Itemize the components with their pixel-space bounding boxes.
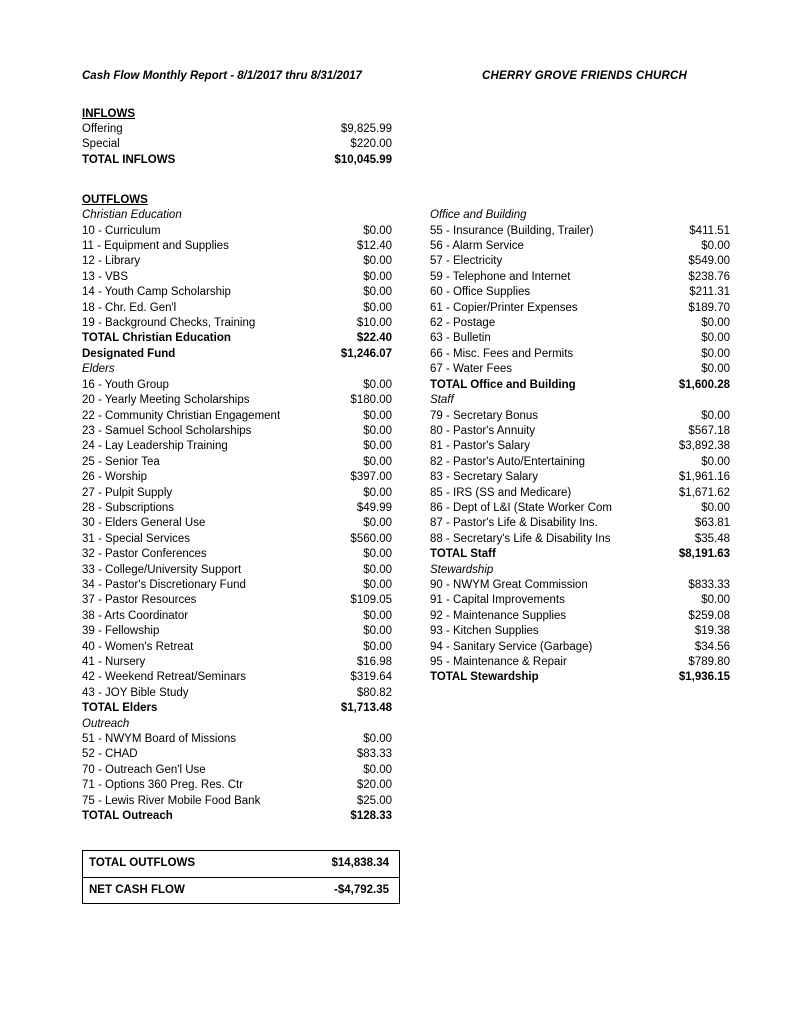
table-row [430, 655, 730, 670]
row-amount: $0.00 [363, 733, 392, 746]
row-amount: $19.38 [694, 625, 730, 638]
table-row [430, 347, 730, 362]
row-label: 28 - Subscriptions [82, 501, 175, 514]
row-label: 86 - Dept of L&I (State Worker Com [430, 501, 612, 514]
table-row-total [82, 701, 392, 716]
table-row [430, 470, 730, 485]
row-amount: $16.98 [356, 656, 392, 668]
row-amount: $0.00 [363, 440, 392, 453]
row-amount: $0.00 [363, 409, 392, 422]
row-amount: $1,713.48 [340, 702, 392, 715]
row-amount: $319.64 [350, 671, 392, 684]
row-amount: $83.33 [356, 748, 392, 761]
table-row [82, 655, 392, 670]
row-label: 34 - Pastor's Discretionary Fund [82, 578, 246, 591]
table-row [430, 455, 730, 470]
row-amount: $0.00 [363, 255, 392, 268]
table-row [82, 486, 392, 501]
row-amount: $411.51 [689, 224, 730, 237]
row-amount: $109.05 [350, 594, 392, 607]
row-amount: $0.00 [363, 609, 392, 622]
table-row [430, 532, 730, 547]
row-amount: $0.00 [701, 363, 730, 376]
table-row [82, 393, 392, 408]
table-row [430, 316, 730, 331]
row-label: TOTAL Elders [82, 702, 158, 715]
row-label: TOTAL Staff [430, 548, 496, 561]
summary-box [82, 850, 400, 904]
row-amount: $0.00 [363, 424, 392, 437]
row-amount: $789.80 [688, 656, 730, 668]
row-label: 57 - Electricity [430, 255, 503, 268]
table-row [430, 640, 730, 655]
table-row [82, 670, 392, 685]
table-row [82, 686, 392, 701]
row-amount: $0.00 [363, 286, 392, 299]
outreach-subhead: Outreach [82, 717, 130, 730]
outflows-left-column [82, 208, 392, 824]
staff-subhead: Staff [430, 394, 454, 407]
row-label: 42 - Weekend Retreat/Seminars [82, 671, 247, 684]
table-row [430, 270, 730, 285]
row-amount: $0.00 [701, 332, 730, 345]
row-amount: $1,936.15 [678, 671, 730, 684]
row-amount: $211.31 [689, 286, 730, 299]
row-label: 88 - Secretary's Life & Disability Ins [430, 532, 611, 545]
row-label: 33 - College/University Support [82, 563, 242, 576]
row-amount: $0.00 [701, 240, 730, 253]
row-amount: $0.00 [363, 517, 392, 530]
table-row [430, 578, 730, 593]
row-amount: $0.00 [363, 224, 392, 237]
row-amount: $0.00 [701, 501, 730, 514]
row-amount: $3,892.38 [678, 440, 730, 453]
table-row [82, 563, 392, 578]
table-row [82, 224, 392, 239]
row-amount: $220.00 [350, 138, 392, 151]
row-amount: $0.00 [363, 640, 392, 653]
row-label: 92 - Maintenance Supplies [430, 609, 567, 622]
row-amount: $63.81 [694, 517, 730, 530]
row-amount: $35.48 [694, 532, 730, 545]
row-label: 95 - Maintenance & Repair [430, 656, 567, 668]
table-row [430, 224, 730, 239]
row-label: 55 - Insurance (Building, Trailer) [430, 224, 594, 237]
table-row [82, 424, 392, 439]
row-label: TOTAL Christian Education [82, 332, 231, 345]
row-amount: -$4,792.35 [334, 883, 389, 896]
row-label: 23 - Samuel School Scholarships [82, 424, 252, 437]
row-amount: $180.00 [350, 394, 392, 407]
table-row [82, 270, 392, 285]
row-amount: $80.82 [356, 686, 392, 699]
row-amount: $397.00 [350, 471, 392, 484]
row-label: 85 - IRS (SS and Medicare) [430, 486, 572, 499]
table-row [82, 254, 392, 269]
table-row [82, 532, 392, 547]
row-amount: $1,600.28 [678, 378, 730, 391]
row-amount: $0.00 [363, 578, 392, 591]
row-label: 66 - Misc. Fees and Permits [430, 347, 574, 360]
report-title: Cash Flow Monthly Report - 8/1/2017 thru 8/31/2017 [82, 70, 362, 82]
table-row [82, 316, 392, 331]
table-row [430, 439, 730, 454]
table-row [82, 794, 392, 809]
row-label: 56 - Alarm Service [430, 240, 524, 253]
row-label: 13 - VBS [82, 270, 129, 283]
christian-education-subhead: Christian Education [82, 209, 182, 222]
table-row [82, 409, 392, 424]
row-label: 71 - Options 360 Preg. Res. Ctr [82, 779, 244, 792]
row-label: 32 - Pastor Conferences [82, 548, 207, 561]
elders-subhead: Elders [82, 363, 115, 376]
row-label: 16 - Youth Group [82, 378, 169, 391]
table-row [82, 301, 392, 316]
table-row [82, 778, 392, 793]
table-row-total [82, 331, 392, 346]
row-amount: $34.56 [694, 640, 730, 653]
total-outflows-row [83, 851, 399, 876]
row-label: 94 - Sanitary Service (Garbage) [430, 640, 593, 653]
row-amount: $10.00 [356, 317, 392, 330]
table-row [82, 593, 392, 608]
row-label: 12 - Library [82, 255, 141, 268]
row-label: 27 - Pulpit Supply [82, 486, 173, 499]
row-amount: $9,825.99 [340, 123, 392, 135]
row-label: NET CASH FLOW [89, 883, 185, 896]
row-amount: $833.33 [688, 578, 730, 591]
table-row [430, 624, 730, 639]
row-label: TOTAL Outreach [82, 810, 173, 823]
outflows-heading: OUTFLOWS [82, 194, 148, 207]
row-label: Special [82, 138, 120, 151]
outflows-right-column [430, 208, 730, 686]
table-row [430, 409, 730, 424]
row-label: 91 - Capital Improvements [430, 594, 565, 607]
table-row [430, 239, 730, 254]
table-row [82, 747, 392, 762]
row-label: TOTAL Office and Building [430, 378, 576, 391]
row-label: 63 - Bulletin [430, 332, 491, 345]
row-amount: $0.00 [363, 270, 392, 283]
row-label: 87 - Pastor's Life & Disability Ins. [430, 517, 598, 530]
table-row-total [82, 153, 729, 168]
row-label: 79 - Secretary Bonus [430, 409, 539, 422]
row-amount: $0.00 [363, 563, 392, 576]
inflows-table [82, 122, 729, 168]
table-row [82, 501, 392, 516]
office-building-subhead: Office and Building [430, 209, 527, 222]
row-label: 31 - Special Services [82, 532, 191, 545]
row-label: 40 - Women's Retreat [82, 640, 194, 653]
table-row [82, 137, 729, 152]
row-label: 10 - Curriculum [82, 224, 161, 237]
row-label: 26 - Worship [82, 471, 147, 484]
row-label: 70 - Outreach Gen'l Use [82, 763, 206, 776]
row-amount: $189.70 [688, 301, 730, 314]
table-row [430, 362, 730, 377]
row-amount: $0.00 [363, 486, 392, 499]
row-label: 61 - Copier/Printer Expenses [430, 301, 578, 314]
row-label: 90 - NWYM Great Commission [430, 578, 588, 591]
row-label: 93 - Kitchen Supplies [430, 625, 539, 638]
table-row [430, 609, 730, 624]
row-label: 38 - Arts Coordinator [82, 609, 189, 622]
table-row [82, 516, 392, 531]
row-label: 51 - NWYM Board of Missions [82, 733, 237, 746]
outreach-table [82, 732, 392, 824]
table-row-total [430, 670, 730, 685]
row-amount: $0.00 [701, 347, 730, 360]
row-label: 83 - Secretary Salary [430, 471, 539, 484]
table-row-total [430, 378, 730, 393]
row-label: 62 - Postage [430, 317, 496, 330]
row-amount: $49.99 [356, 501, 392, 514]
row-label: 60 - Office Supplies [430, 286, 531, 299]
row-amount: $0.00 [701, 455, 730, 468]
net-cash-flow-row [83, 878, 399, 903]
table-row [82, 285, 392, 300]
row-amount: $10,045.99 [334, 153, 392, 166]
row-label: Offering [82, 123, 123, 135]
row-amount: $14,838.34 [331, 857, 389, 870]
row-label: 59 - Telephone and Internet [430, 270, 571, 283]
row-amount: $8,191.63 [678, 548, 730, 561]
row-amount: $25.00 [356, 794, 392, 807]
elders-table [82, 378, 392, 717]
row-amount: $0.00 [701, 317, 730, 330]
row-label: 25 - Senior Tea [82, 455, 160, 468]
staff-table [430, 409, 730, 563]
row-amount: $0.00 [363, 301, 392, 314]
row-amount: $128.33 [350, 810, 392, 823]
row-label: TOTAL Stewardship [430, 671, 539, 684]
table-row [82, 763, 392, 778]
row-label: 80 - Pastor's Annuity [430, 424, 536, 437]
row-label: 24 - Lay Leadership Training [82, 440, 228, 453]
table-row [82, 239, 392, 254]
table-row [82, 547, 392, 562]
row-amount: $0.00 [701, 594, 730, 607]
row-label: 81 - Pastor's Salary [430, 440, 530, 453]
row-amount: $12.40 [356, 240, 392, 253]
table-row [82, 439, 392, 454]
row-amount: $549.00 [688, 255, 730, 268]
table-row [430, 285, 730, 300]
row-amount: $0.00 [363, 548, 392, 561]
row-label: TOTAL INFLOWS [82, 153, 176, 166]
row-label: 82 - Pastor's Auto/Entertaining [430, 455, 585, 468]
table-row [430, 424, 730, 439]
row-label: 39 - Fellowship [82, 625, 160, 638]
row-label: 37 - Pastor Resources [82, 594, 197, 607]
row-amount: $259.08 [688, 609, 730, 622]
row-amount: $560.00 [350, 532, 392, 545]
row-amount: $0.00 [701, 409, 730, 422]
table-row [430, 516, 730, 531]
table-row [430, 254, 730, 269]
table-row [430, 331, 730, 346]
table-row-total [82, 809, 392, 824]
office-building-table [430, 224, 730, 393]
row-label: 11 - Equipment and Supplies [82, 240, 229, 253]
row-label: 75 - Lewis River Mobile Food Bank [82, 794, 261, 807]
row-label: 20 - Yearly Meeting Scholarships [82, 394, 250, 407]
row-label: 14 - Youth Camp Scholarship [82, 286, 231, 299]
row-label: TOTAL OUTFLOWS [89, 857, 196, 870]
row-label: 30 - Elders General Use [82, 517, 206, 530]
row-label: 52 - CHAD [82, 748, 138, 761]
row-amount: $1,246.07 [340, 347, 392, 360]
organization-name: CHERRY GROVE FRIENDS CHURCH [482, 70, 687, 82]
table-row [82, 470, 392, 485]
row-label: 43 - JOY Bible Study [82, 686, 189, 699]
row-label: 18 - Chr. Ed. Gen'l [82, 301, 177, 314]
row-amount: $22.40 [356, 332, 392, 345]
stewardship-table [430, 578, 730, 686]
row-label: 41 - Nursery [82, 656, 146, 668]
table-row [430, 486, 730, 501]
designated-fund-row [82, 347, 392, 362]
table-row [430, 593, 730, 608]
row-amount: $1,961.16 [678, 471, 730, 484]
stewardship-subhead: Stewardship [430, 563, 494, 576]
table-row-total [430, 547, 730, 562]
row-amount: $0.00 [363, 378, 392, 391]
table-row [82, 640, 392, 655]
table-row [82, 378, 392, 393]
table-row [430, 301, 730, 316]
row-label: 22 - Community Christian Engagement [82, 409, 281, 422]
christian-education-table [82, 224, 392, 363]
inflows-heading: INFLOWS [82, 108, 136, 120]
row-amount: $20.00 [356, 779, 392, 792]
row-amount: $0.00 [363, 455, 392, 468]
row-amount: $0.00 [363, 763, 392, 776]
table-row [82, 122, 729, 137]
table-row [82, 578, 392, 593]
row-amount: $1,671.62 [678, 486, 730, 499]
row-amount: $238.76 [688, 270, 730, 283]
table-row [82, 624, 392, 639]
table-row [82, 609, 392, 624]
table-row [82, 732, 392, 747]
row-label: Designated Fund [82, 347, 176, 360]
row-label: 67 - Water Fees [430, 363, 513, 376]
row-amount: $567.18 [688, 424, 730, 437]
row-label: 19 - Background Checks, Training [82, 317, 256, 330]
table-row [430, 501, 730, 516]
table-row [82, 455, 392, 470]
row-amount: $0.00 [363, 625, 392, 638]
outflows-columns [82, 208, 729, 824]
report-header [82, 70, 729, 82]
